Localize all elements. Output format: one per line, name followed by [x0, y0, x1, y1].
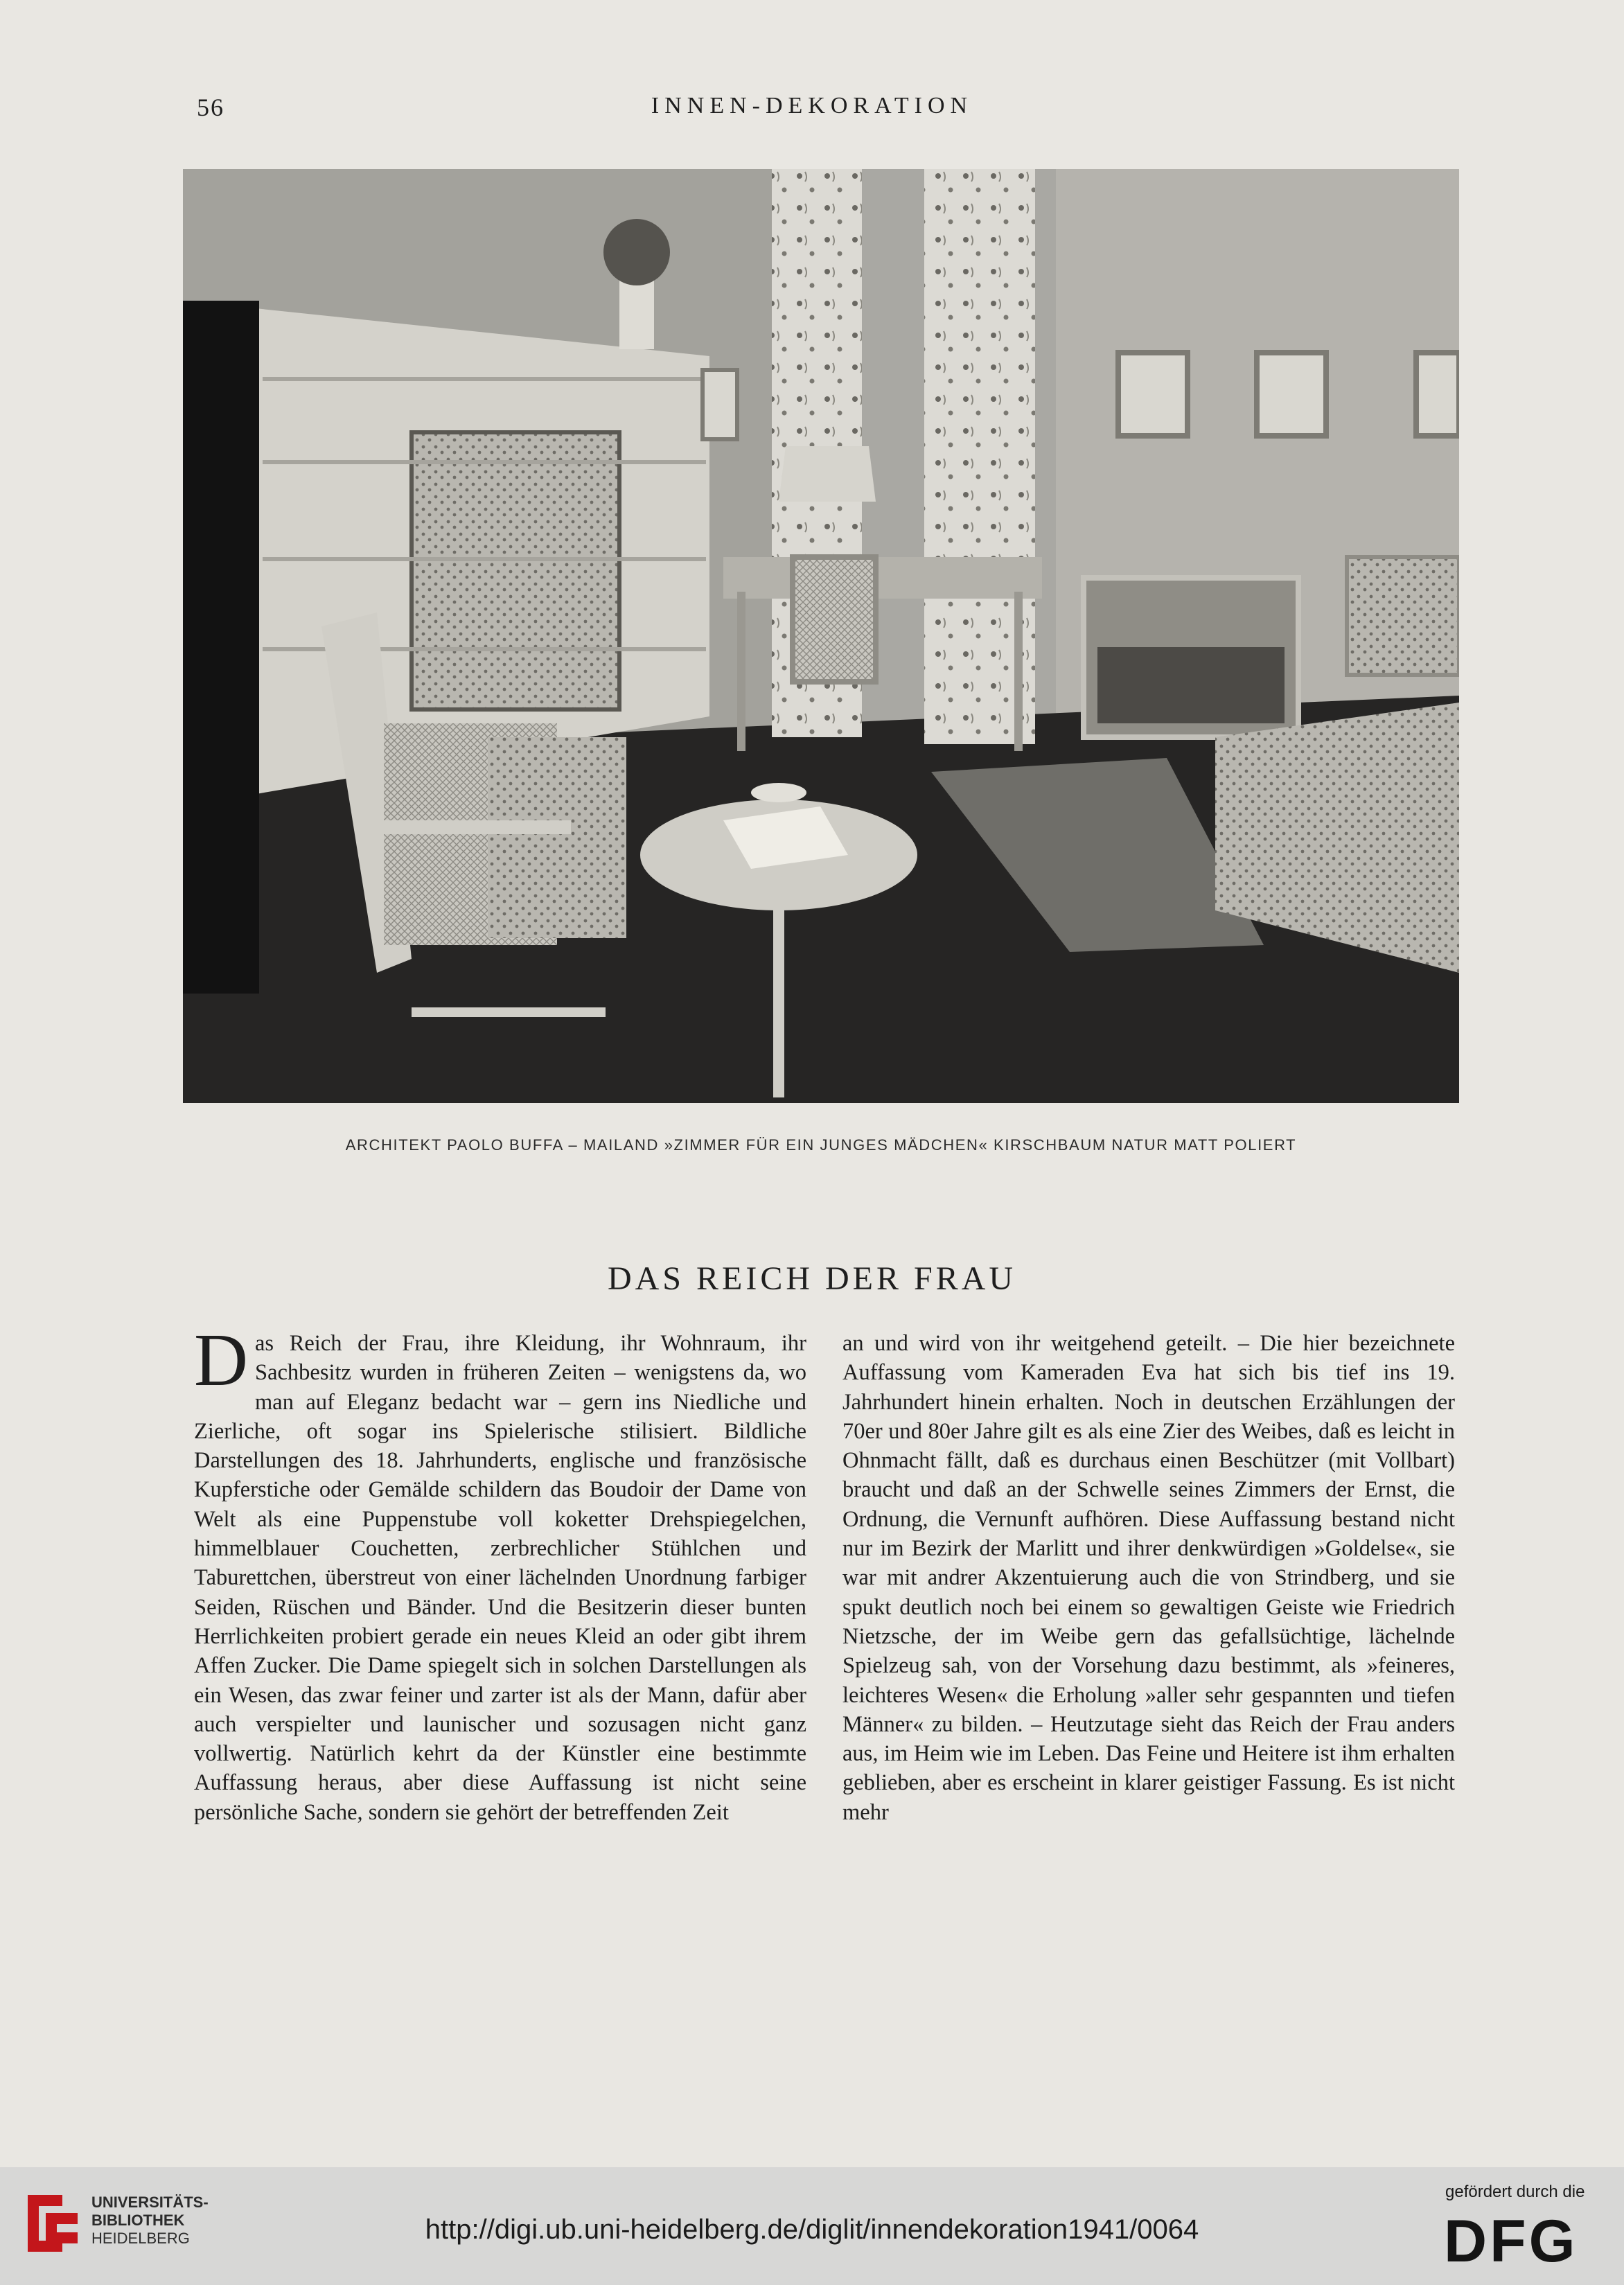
photo-caption: ARCHITEKT PAOLO BUFFA – MAILAND »ZIMMER FÜR EIN JUNGES MÄDCHEN« KIRSCHBAUM NATUR MATT POLIERT: [345, 1136, 1297, 1154]
source-url-link[interactable]: http://digi.ub.uni-heidelberg.de/diglit/innendekoration1941/0064: [425, 2214, 1199, 2245]
dfg-logo: DFG: [1444, 2208, 1578, 2275]
funded-by-label: gefördert durch die: [1445, 2182, 1585, 2201]
article-title: DAS REICH DER FRAU: [607, 1260, 1017, 1297]
running-head: INNEN-DEKORATION: [651, 93, 973, 118]
article-right-column: [842, 1329, 1455, 1827]
article-left-column: [194, 1319, 806, 1827]
left-column-text: as Reich der Frau, ihre Kleidung, ihr Wohnraum, ihr Sachbesitz wurden in früheren Zeiten – wenigstens da, wo man auf Eleganz bedacht war – gern ins Niedliche und Zierliche, oft sogar ins Spielerische stilisiert. Bildliche Darstellungen des 18. Jahrhunderts, englische und französische Kupferstiche oder Gemälde schildern das Boudoir der Dame von Welt als eine Puppenstube voll koketter Drehspiegelchen, himmelblauer Couchetten, zerbrechlicher Stühlchen und Taburettchen, überstreut von einer lächelnden Unordnung farbiger Seiden, Rüschen und Bänder. Und die Besitzerin dieser bunten Herrlichkeiten probiert gerade ein neues Kleid an oder gibt ihrem Affen Zucker. Die Dame spiegelt sich in solchen Darstellungen als ein Wesen, das zwar feiner und zarter ist als der Mann, dafür aber auch verspielter und launischer und sozusagen nicht ganz vollwertig. Natürlich kehrt da der Künstler eine bestimmte Auffassung heraus, aber diese Auffassung ist nicht seine persönliche Sache, sondern sie gehört der betreffenden Zeit: [194, 1331, 806, 1825]
right-column-text: an und wird von ihr weitgehend geteilt. – Die hier bezeichnete Auffassung vom Kameraden Eva hat sich bis tief ins 19. Jahrhundert hinein erhalten. Noch in deutschen Erzählungen der 70er und 80er Jahre gilt es als eine Zier des Weibes, daß es leicht in Ohnmacht fällt, daß es durchaus einen Beschützer (mit Vollbart) braucht und daß an der Schwelle seines Zimmers der Ernst, die Ordnung, die Vernunft aufhören. Diese Auffassung bestand nicht nur im Bezirk der Marlitt und ihrer denkwürdigen »Goldelse«, sie war mit andrer Akzentuierung auch die von Strindberg, und sie spukt deutlich noch bei einem so gewaltigen Geiste wie Friedrich Nietzsche, der im Weibe gern das gefallsüchtige, lächelnde Spielzeug sah, von der Vorsehung dazu bestimmt, als »feineres, leichteres Wesen« die Erholung »aller sehr gespannten und tiefen Männer« zu bilden. – Heutzutage sieht das Reich der Frau anders aus, im Heim wie im Leben. Das Feine und Heitere ist ihm erhalten geblieben, aber es erscheint in klarer geistiger Fassung. Es ist nicht mehr: [842, 1331, 1455, 1825]
library-name-line2: BIBLIOTHEK: [91, 2212, 185, 2229]
drop-cap: D: [194, 1319, 248, 1402]
footer-band: [0, 2167, 1624, 2285]
page-number: 56: [197, 94, 224, 121]
library-name-line1: UNIVERSITÄTS-: [91, 2194, 209, 2211]
interior-photograph: [183, 169, 1459, 1103]
library-name-line3: HEIDELBERG: [91, 2230, 190, 2247]
